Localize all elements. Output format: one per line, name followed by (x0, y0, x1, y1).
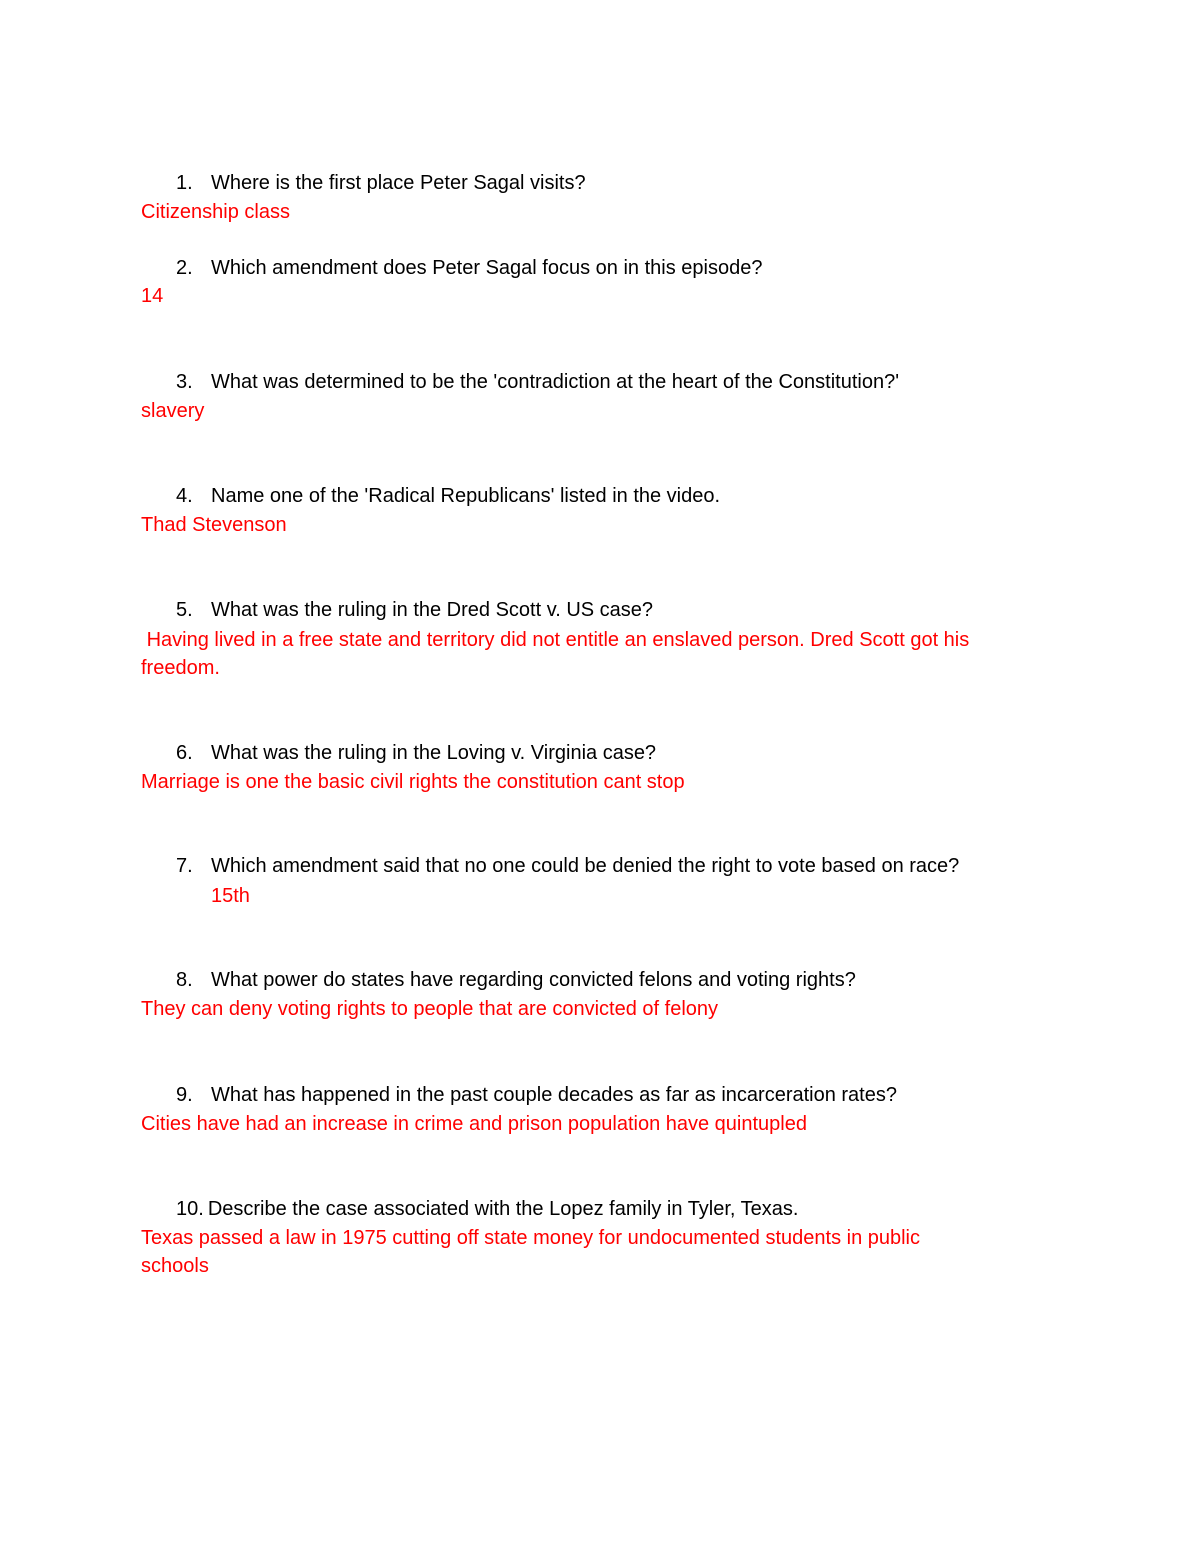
question-text: Which amendment does Peter Sagal focus on in this episode? (211, 257, 763, 279)
question-7 (176, 854, 959, 878)
question-number: 10. (176, 1198, 204, 1220)
answer-4: Thad Stevenson (141, 514, 287, 536)
answer-1: Citizenship class (141, 201, 290, 223)
question-text: What power do states have regarding convicted felons and voting rights? (211, 969, 856, 991)
question-text: What was determined to be the 'contradiction at the heart of the Constitution?' (211, 371, 900, 393)
question-1 (176, 171, 586, 195)
question-number: 5. (176, 599, 193, 621)
question-number: 8. (176, 969, 193, 991)
question-text: What has happened in the past couple decades as far as incarceration rates? (211, 1084, 897, 1106)
answer-10: Texas passed a law in 1975 cutting off state money for undocumented students in public schools (141, 1227, 921, 1277)
question-text: What was the ruling in the Loving v. Virginia case? (211, 742, 657, 764)
question-number: 1. (176, 172, 193, 194)
question-6 (176, 741, 656, 765)
question-3 (176, 370, 899, 394)
question-4 (176, 484, 720, 508)
question-5 (176, 598, 653, 622)
question-number: 6. (176, 742, 193, 764)
question-number: 2. (176, 257, 193, 279)
answer-2: 14 (141, 285, 164, 307)
question-number: 4. (176, 485, 193, 507)
answer-8: They can deny voting rights to people that are convicted of felony (141, 998, 719, 1020)
question-8 (176, 968, 856, 992)
question-text: What was the ruling in the Dred Scott v. US case? (211, 599, 654, 621)
answer-5: Having lived in a free state and territory did not entitle an enslaved person. Dred Scott got his freedom. (141, 629, 975, 679)
question-number: 7. (176, 855, 193, 877)
answer-9: Cities have had an increase in crime and prison population have quintupled (141, 1113, 807, 1135)
question-text: Where is the first place Peter Sagal visits? (211, 172, 586, 194)
question-text: Which amendment said that no one could be denied the right to vote based on race? (211, 855, 960, 877)
question-text: Describe the case associated with the Lopez family in Tyler, Texas. (207, 1198, 799, 1220)
question-number: 9. (176, 1084, 193, 1106)
question-text: Name one of the 'Radical Republicans' listed in the video. (211, 485, 721, 507)
question-9 (176, 1083, 897, 1107)
answer-7: 15th (211, 885, 250, 907)
answer-3: slavery (141, 400, 205, 422)
question-2 (176, 256, 762, 280)
answer-6: Marriage is one the basic civil rights the constitution cant stop (141, 771, 685, 793)
question-number: 3. (176, 371, 193, 393)
question-10 (176, 1197, 799, 1221)
